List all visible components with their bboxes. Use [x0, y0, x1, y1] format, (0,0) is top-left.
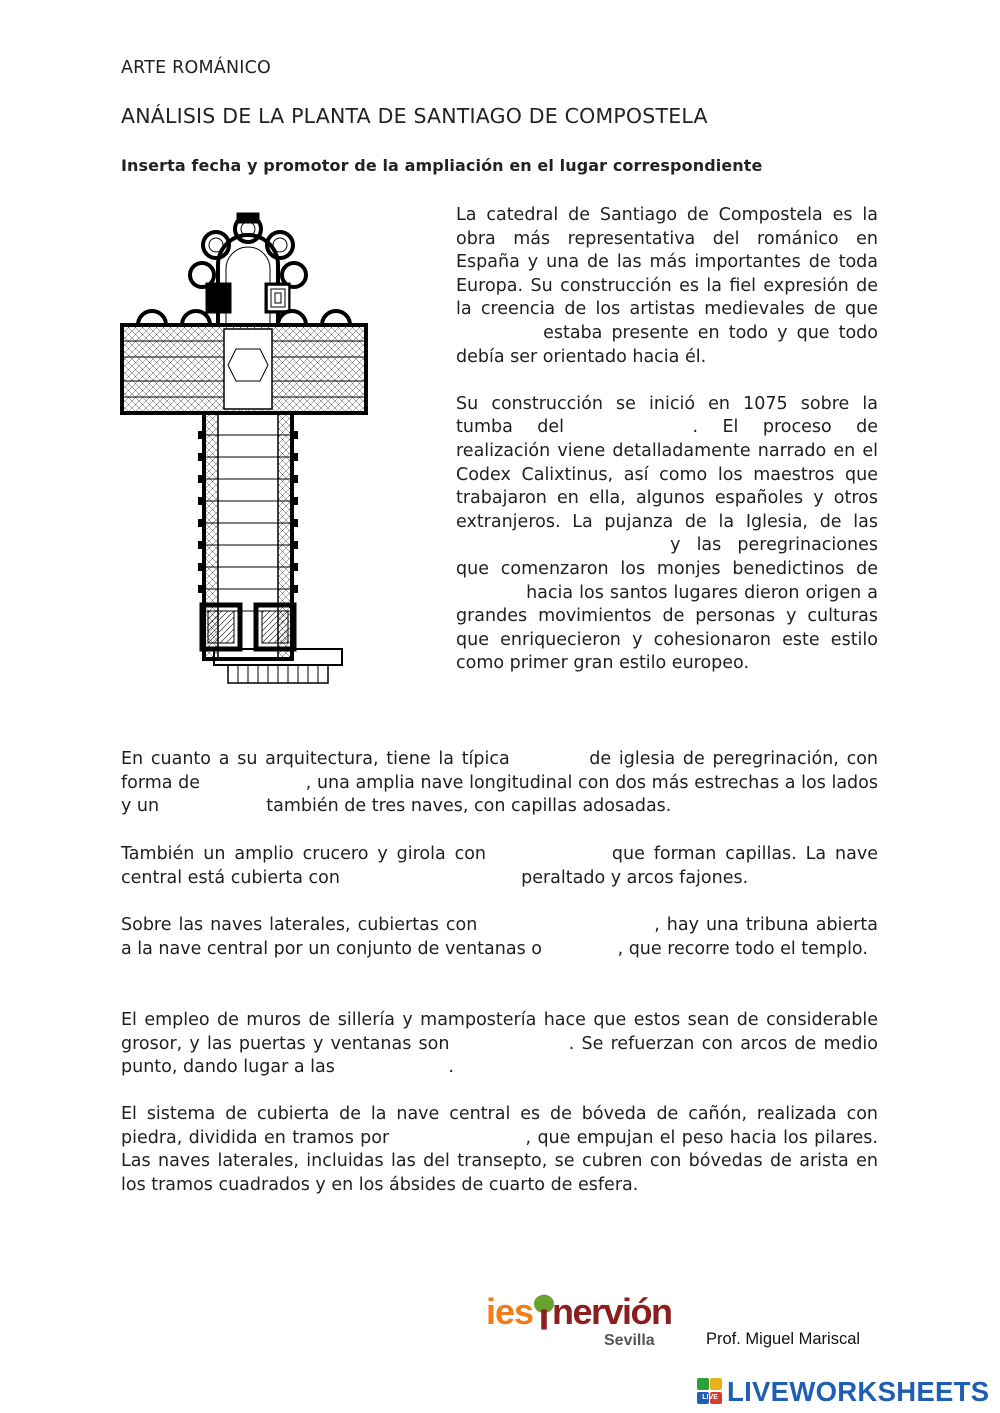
answer-gap[interactable]	[456, 323, 534, 341]
text: .	[448, 1057, 454, 1078]
text: , hay una tribuna abierta a la nave central por un conjunto de ventanas o	[121, 915, 878, 959]
text: . El proceso de realización viene detalladamente narrado en el Codex Calixtinus, así como los maestros que trabajaron en ella, algunos españoles y otros extranjeros. La pujanza de la Iglesia, de las	[456, 417, 878, 532]
paragraph-2	[456, 393, 878, 676]
answer-gap[interactable]	[518, 749, 582, 767]
text: , que empujan el peso hacia los pilares. Las naves laterales, incluidas las del transepto, se cubren con bóvedas de arista en los tramos cuadrados y en los ábsides de cuarto de esfera.	[121, 1127, 878, 1195]
paragraph-6	[121, 1009, 878, 1080]
text: La catedral de Santiago de Compostela es la obra más representativa del románico en España y una de las más importantes de toda Europa. Su construcción es la fiel expresión de la creencia de los artistas medievales de que	[456, 205, 878, 320]
cathedral-floor-plan	[118, 205, 370, 710]
text: El empleo de muros de sillería y mampostería hace que estos sean de considerable grosor, y las puertas y ventanas son	[121, 1010, 878, 1054]
intro-column	[456, 204, 878, 676]
text: . Se refuerzan con arcos de medio punto, dando lugar a las	[121, 1033, 878, 1078]
answer-gap[interactable]	[346, 868, 516, 886]
paragraph-3	[121, 748, 878, 819]
paragraph-5	[121, 914, 878, 961]
text: Su construcción se inició en 1075 sobre la tumba del	[456, 393, 878, 438]
answer-gap[interactable]	[495, 844, 603, 862]
text: Sobre las naves laterales, cubiertas con	[121, 915, 478, 935]
document-kicker: ARTE ROMÁNICO	[121, 58, 272, 78]
text: también de tres naves, con capillas adosadas.	[266, 796, 672, 817]
author-credit: Prof. Miguel Mariscal	[706, 1330, 861, 1348]
answer-gap[interactable]	[396, 1128, 526, 1146]
text: y las peregrinaciones que comenzaron los monjes benedictinos de	[456, 535, 878, 579]
answer-gap[interactable]	[340, 1057, 448, 1075]
answer-gap[interactable]	[548, 939, 618, 957]
instruction-text: Inserta fecha y promotor de la ampliación en el lugar correspondiente	[121, 156, 763, 175]
answer-gap[interactable]	[165, 796, 261, 814]
answer-gap[interactable]	[484, 915, 654, 933]
text: , una amplia nave longitudinal con dos más estrechas a los lados y un	[121, 772, 878, 817]
text: El sistema de cubierta de la nave central es de bóveda de cañón, realizada con piedra, dividida en tramos por	[121, 1104, 878, 1148]
text: , que recorre todo el templo.	[617, 938, 868, 959]
logo-nervion-text: nervión	[552, 1291, 672, 1332]
text: hacia los santos lugares dieron origen a grandes movimientos de personas y culturas que enriquecieron y cohesionaron este estilo como primer gran estilo europeo.	[456, 582, 878, 674]
paragraph-4	[121, 843, 878, 890]
paragraph-7	[121, 1103, 878, 1197]
answer-gap[interactable]	[588, 417, 692, 435]
brand-mark-text: LIVE	[702, 1394, 718, 1401]
answer-gap[interactable]	[456, 535, 654, 553]
text: peraltado y arcos fajones.	[521, 867, 749, 888]
brand-name: LIVEWORKSHEETS	[727, 1376, 990, 1407]
logo-city-text: Sevilla	[604, 1332, 655, 1349]
answer-gap[interactable]	[456, 583, 520, 601]
school-logo	[486, 1290, 686, 1356]
text: que forman capillas. La nave central está cubierta con	[121, 844, 878, 888]
answer-gap[interactable]	[457, 1034, 569, 1052]
document-title: ANÁLISIS DE LA PLANTA DE SANTIAGO DE COMPOSTELA	[121, 104, 708, 128]
text: En cuanto a su arquitectura, tiene la típica	[121, 749, 510, 769]
text: También un amplio crucero y girola con	[121, 844, 487, 864]
logo-ies-text: ies	[486, 1291, 534, 1332]
liveworksheets-logo-icon	[697, 1377, 723, 1407]
paragraph-1	[456, 204, 878, 369]
answer-gap[interactable]	[206, 773, 306, 791]
text: estaba presente en todo y que todo debía ser orientado hacia él.	[456, 322, 878, 367]
text: de iglesia de peregrinación, con forma de	[121, 749, 878, 793]
